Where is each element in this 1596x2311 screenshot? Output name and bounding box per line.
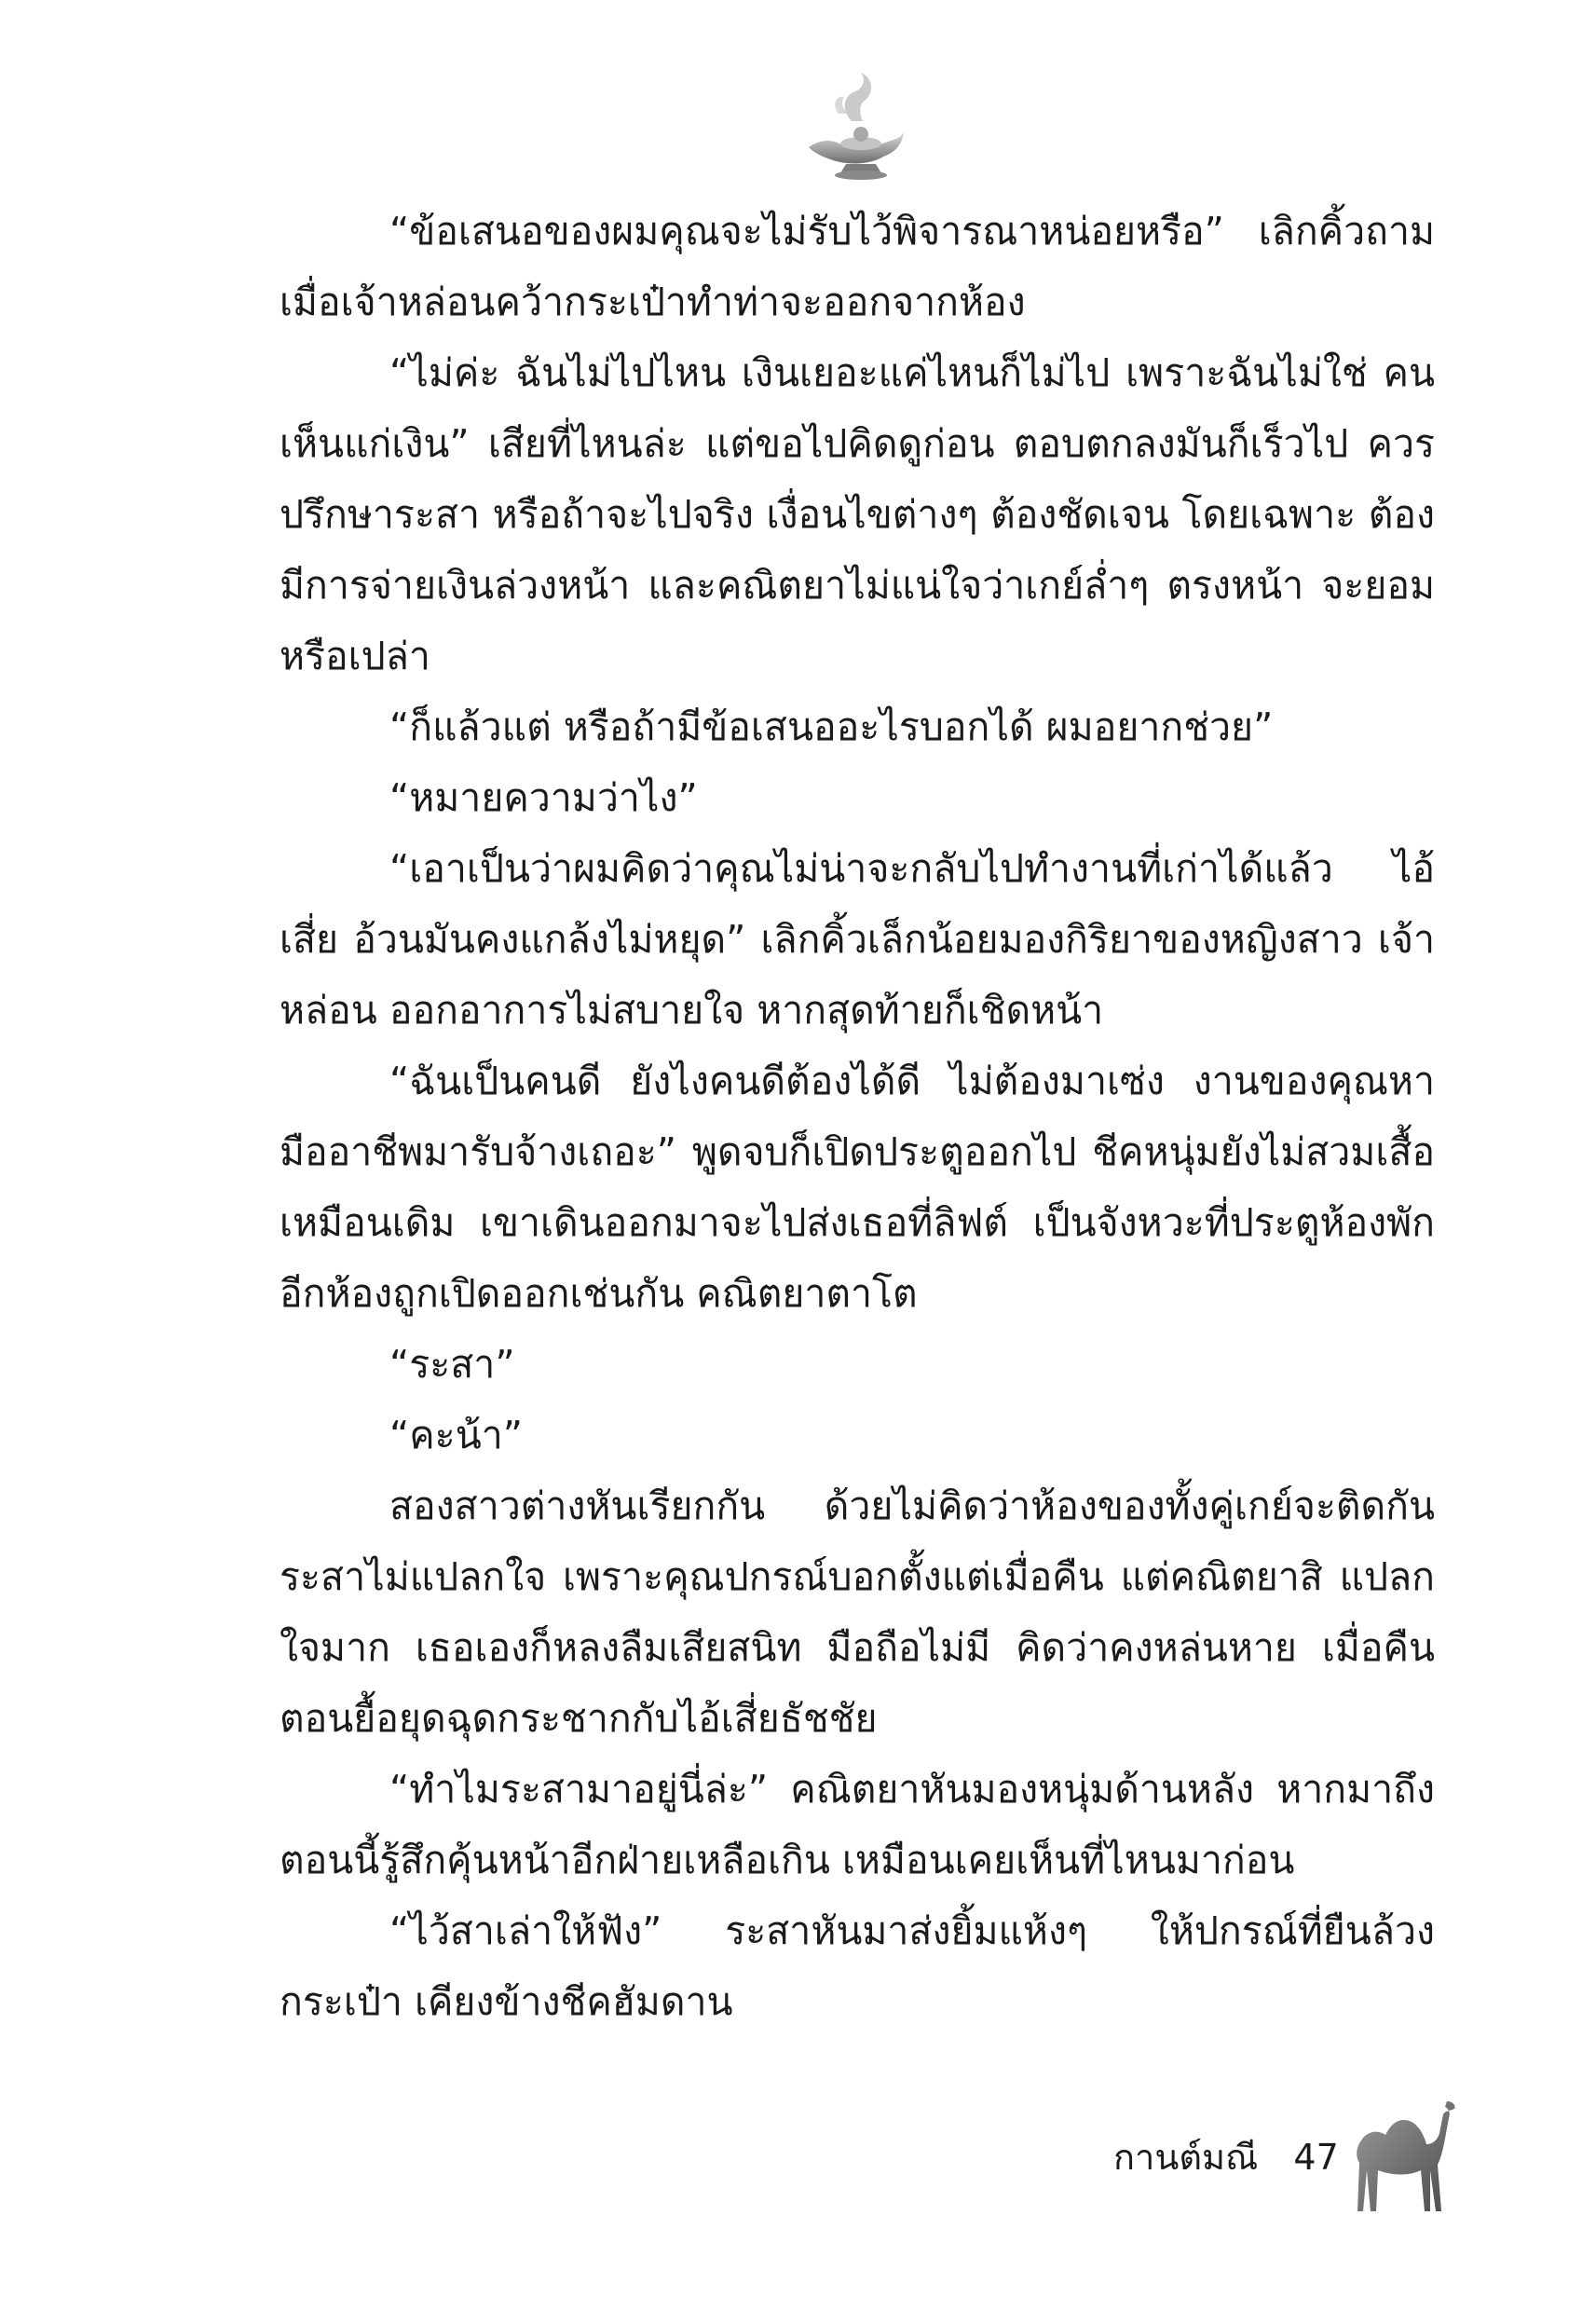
paragraph: “ข้อเสนอของผมคุณจะไม่รับไว้พิจารณาหน่อยหรือ” เลิกคิ้วถาม เมื่อเจ้าหล่อนคว้ากระเป๋าทำท่าจะออกจากห้อง [280, 209, 1435, 324]
paragraph: “ทำไมระสามาอยู่นี่ล่ะ” คณิตยาหันมองหนุ่มด้านหลัง หากมาถึง ตอนนี้รู้สึกคุ้นหน้าอีกฝ่ายเหลือเกิน เหมือนเคยเห็นที่ไหนมาก่อน [280, 1767, 1435, 1882]
body-text [280, 196, 1435, 2037]
camel-icon [1346, 2092, 1458, 2218]
magic-lamp-icon [794, 67, 915, 188]
page-footer [1113, 2134, 1339, 2181]
paragraph: “ไว้สาเล่าให้ฟัง” ระสาหันมาส่งยิ้มแห้งๆ ให้ปกรณ์ที่ยืนล้วงกระเป๋า เคียงข้างชีคฮัมดาน [280, 1908, 1435, 2024]
paragraph: “ไม่ค่ะ ฉันไม่ไปไหน เงินเยอะแค่ไหนก็ไม่ไป เพราะฉันไม่ใช่ คนเห็นแก่เงิน” เสียที่ไหนล่ะ แต่ขอไปคิดดูก่อน ตอบตกลงมันก็เร็วไป ควรปรึกษาระสา หรือถ้าจะไปจริง เงื่อนไขต่างๆ ต้องชัดเจน โดยเฉพาะ ต้องมีการจ่ายเงินล่วงหน้า และคณิตยาไม่แน่ใจว่าเกย์ล่ำๆ ตรงหน้า จะยอมหรือเปล่า [280, 350, 1435, 678]
page-number: 47 [1293, 2137, 1339, 2178]
paragraph: “ฉันเป็นคนดี ยังไงคนดีต้องได้ดี ไม่ต้องมาเซ่ง งานของคุณหา มืออาชีพมารับจ้างเถอะ” พูดจบก็เปิดประตูออกไป ชีคหนุ่มยังไม่สวมเสื้อ เหมือนเดิม เขาเดินออกมาจะไปส่งเธอที่ลิฟต์ เป็นจังหวะที่ประตูห้องพัก อีกห้องถูกเปิดออกเช่นกัน คณิตยาตาโต [280, 1059, 1435, 1316]
paragraph: “หมายความว่าไง” [389, 775, 698, 820]
paragraph: สองสาวต่างหันเรียกกัน ด้วยไม่คิดว่าห้องของทั้งคู่เกย์จะติดกัน ระสาไม่แปลกใจ เพราะคุณปกรณ์บอกตั้งแต่เมื่อคืน แต่คณิตยาสิ แปลกใจมาก เธอเองก็หลงลืมเสียสนิท มือถือไม่มี คิดว่าคงหล่นหาย เมื่อคืนตอนยื้อยุดฉุดกระชากกับไอ้เสี่ยธัชชัย [280, 1484, 1435, 1741]
paragraph: “เอาเป็นว่าผมคิดว่าคุณไม่น่าจะกลับไปทำงานที่เก่าได้แล้ว ไอ้เสี่ย อ้วนมันคงแกล้งไม่หยุด” เลิกคิ้วเล็กน้อยมองกิริยาของหญิงสาว เจ้าหล่อน ออกอาการไม่สบายใจ หากสุดท้ายก็เชิดหน้า [280, 846, 1435, 1032]
paragraph: “คะน้า” [389, 1413, 523, 1457]
paragraph: “ระสา” [389, 1342, 515, 1387]
paragraph: “ก็แล้วแต่ หรือถ้ามีข้อเสนออะไรบอกได้ ผมอยากช่วย” [389, 704, 1274, 749]
book-title: กานต์มณี [1113, 2137, 1259, 2178]
